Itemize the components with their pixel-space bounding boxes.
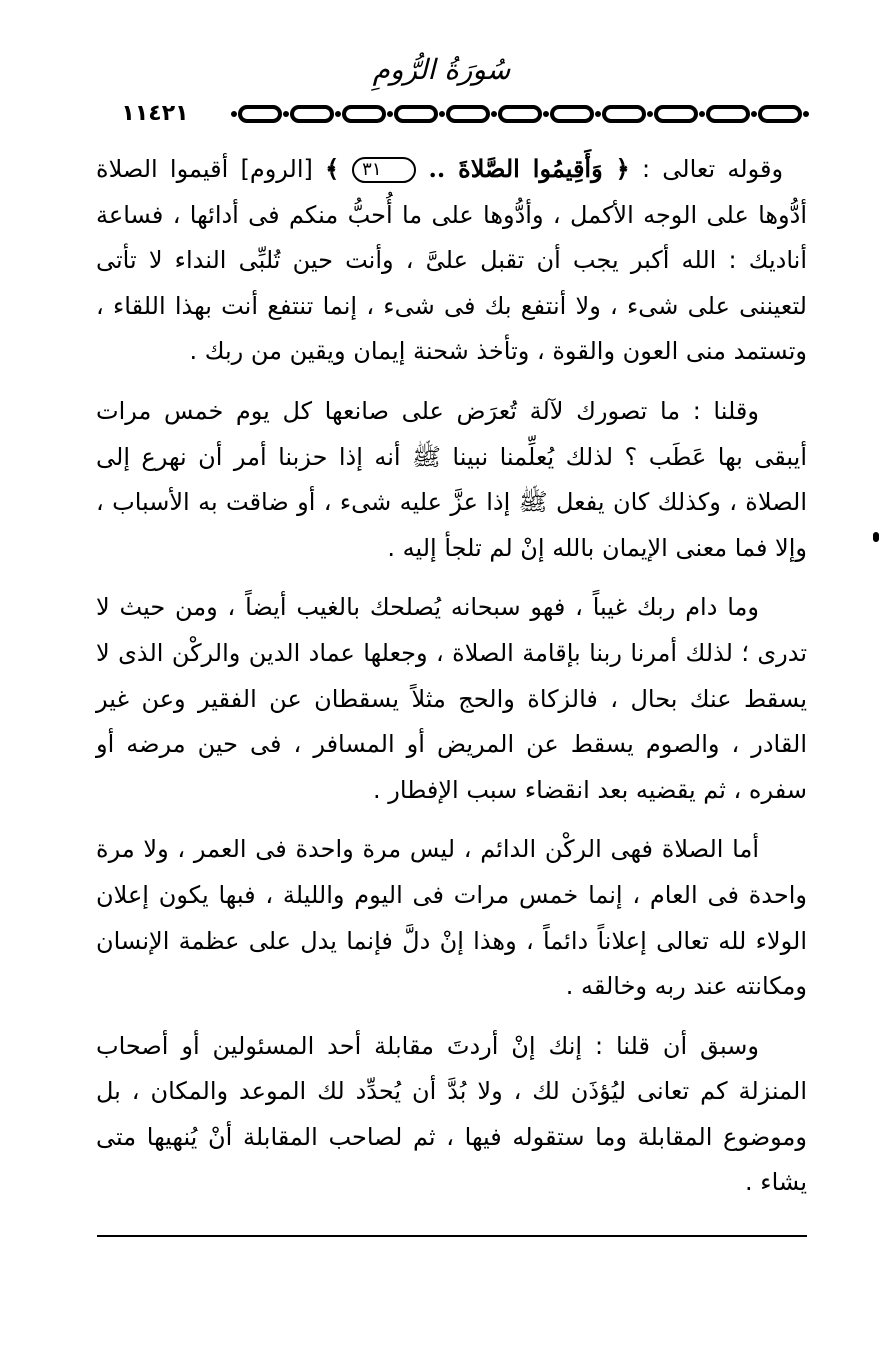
quran-close: ﴾	[325, 154, 353, 183]
chain-link-10	[604, 107, 644, 121]
surah-reference: [الروم]	[228, 155, 326, 183]
chain-dot-8	[543, 111, 549, 117]
paragraph-5: وسبق أن قلنا : إنك إنْ أردتَ مقابلة أحد المسئولين أو أصحاب المنزلة كم تعانى ليُؤذَن لك ، ولا بُدَّ أن يُحدِّد لك الموعد والمكان ، بل وموضوع المقابلة وما ستقوله فيها ، ثم لصاحب المقابلة أنْ يُنهيها متى يشاء .	[96, 1031, 807, 1197]
footer-rule	[97, 1235, 807, 1237]
chain-dot-12	[751, 111, 757, 117]
chain-dot-3	[283, 111, 289, 117]
chain-link-3	[240, 107, 280, 121]
chain-dot-7	[491, 111, 497, 117]
chain-link-13	[760, 107, 800, 121]
header-ornament	[80, 99, 832, 129]
verse-number-badge: ٣١	[352, 157, 415, 183]
quran-verse: ﴿ وَأَقِيمُوا الصَّلاةَ ..	[415, 154, 630, 183]
paragraph-3: وما دام ربك غيباً ، فهو سبحانه يُصلحك بالغيب أيضاً ، ومن حيث لا تدرى ؛ لذلك أمرنا ربنا بإقامة الصلاة ، وجعلها عماد الدين والركْن الذى لا يسقط عنك بحال ، فالزكاة والحج مثلاً يسقطان عن الفقير وعن غير القادر ، والصوم يسقط عن المريض أو المسافر ، فى حين مرضه أو سفره ، ثم يقضيه بعد انقضاء سبب الإفطار .	[96, 593, 807, 804]
page-number: ١١٤٢١	[80, 99, 230, 129]
chain-link-8	[500, 107, 540, 121]
chain-link-7	[448, 107, 488, 121]
surah-title: سُورَةُ الرُّومِ	[372, 53, 511, 86]
chain-link-12	[708, 107, 748, 121]
chain-link-5	[344, 107, 384, 121]
paragraph-intro: وقوله تعالى :	[629, 155, 784, 183]
chain-dot-2	[231, 111, 237, 117]
chain-link-9	[552, 107, 592, 121]
main-text	[96, 146, 807, 1220]
chain-link-6	[396, 107, 436, 121]
chain-dot-9	[595, 111, 601, 117]
chain-dot-6	[439, 111, 445, 117]
paragraph-2: وقلنا : ما تصورك لآلة تُعرَض على صانعها كل يوم خمس مرات أيبقى بها عَطَب ؟ لذلك يُعلِّمنا نبينا ﷺ أنه إذا حزبنا أمر أن نهرع إلى الصلاة ، وكذلك كان يفعل ﷺ إذا عزَّ عليه شىء ، أو ضاقت به الأسباب ، وإلا فما معنى الإيمان بالله إنْ لم تلجأ إليه .	[96, 396, 807, 562]
paragraph-text: أقيموا الصلاة أدُّوها على الوجه الأكمل ، وأدُّوها على ما أُحبُّ منكم فى أدائها ، فساعة أناديك : الله أكبر يجب أن تقبل علىَّ ، وأنت حين تُلبِّى النداء لا تأتى لتعيننى على شىء ، ولا أنتفع بك فى شىء ، إنما تنتفع أنت بهذا اللقاء ، وتستمد منى العون والقوة ، وتأخذ شحنة إيمان ويقين من ربك .	[96, 155, 807, 366]
chain-link-4	[292, 107, 332, 121]
chain-dot-5	[387, 111, 393, 117]
chain-dot-11	[699, 111, 705, 117]
chain-link-11	[656, 107, 696, 121]
paragraph-1	[96, 146, 807, 375]
chain-dot-13	[803, 111, 809, 117]
paragraph-4: أما الصلاة فهى الركْن الدائم ، ليس مرة واحدة فى العمر ، ولا مرة واحدة فى العام ، إنما خمس مرات فى اليوم والليلة ، فبها يكون إعلان الولاء لله تعالى إعلاناً دائماً ، وهذا إنْ دلَّ فإنما يدل على عظمة الإنسان ومكانته عند ربه وخالقه .	[96, 835, 807, 1001]
chain-dot-4	[335, 111, 341, 117]
margin-mark	[873, 532, 879, 542]
chain-dot-10	[647, 111, 653, 117]
